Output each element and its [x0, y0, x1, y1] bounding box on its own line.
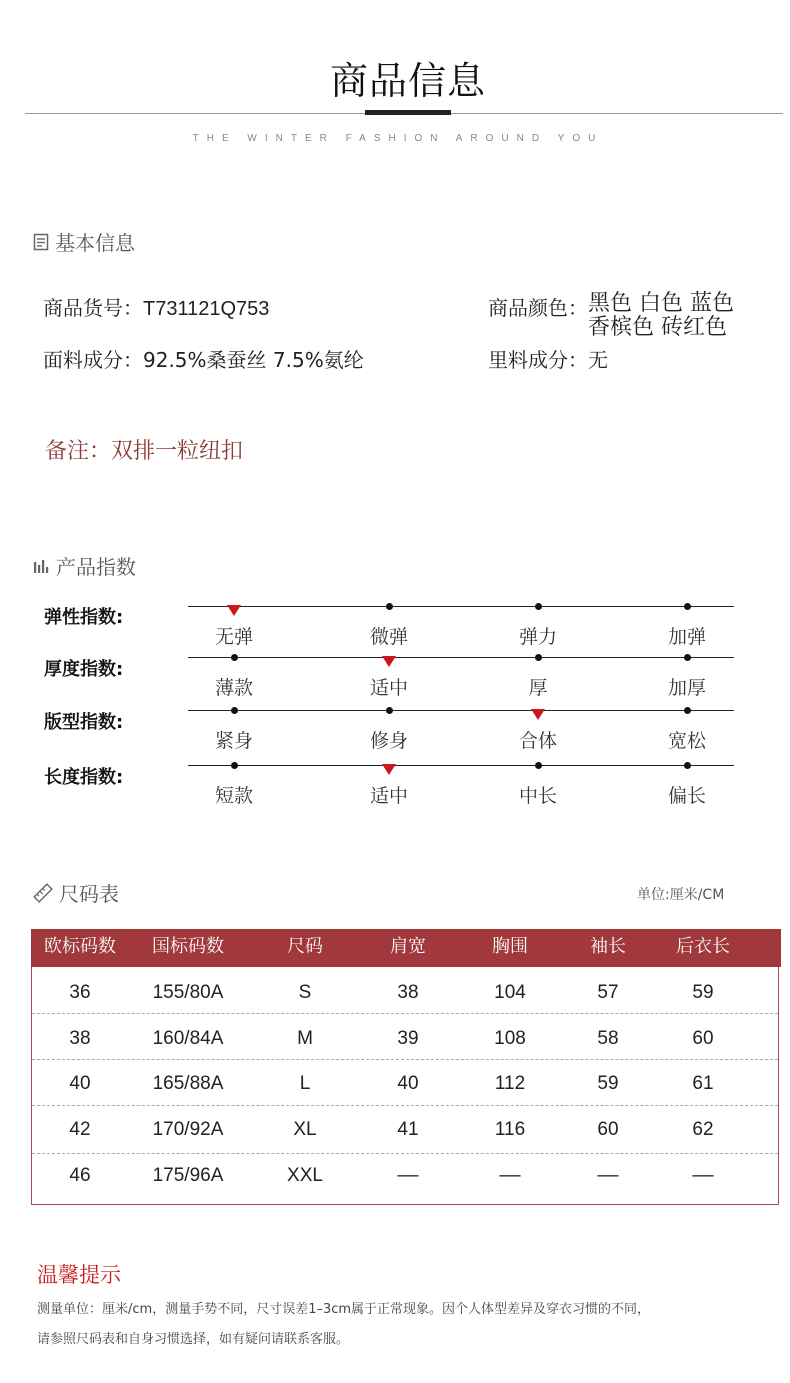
scale-dot-icon [684, 654, 691, 661]
selected-marker-icon [382, 656, 396, 667]
row-divider [32, 1059, 778, 1060]
index-option: 紧身 [214, 730, 253, 752]
scale-dot-icon [386, 707, 393, 714]
table-cell: 61 [692, 1073, 714, 1094]
selected-marker-icon [531, 709, 545, 720]
title-accent-bar [365, 110, 451, 115]
item-number [43, 292, 269, 321]
index-option: 加厚 [667, 677, 706, 699]
size-table [31, 929, 779, 1205]
basic-info-heading [33, 227, 135, 256]
table-cell: –– [692, 1165, 714, 1186]
tips-line-2: 请参照尺码表和自身习惯选择，如有疑问请联系客服。 [37, 1332, 350, 1347]
index-option: 合体 [518, 730, 557, 752]
column-header: 尺码 [287, 936, 323, 957]
table-cell: 38 [69, 1028, 91, 1049]
table-cell: 46 [69, 1165, 91, 1186]
table-cell: 108 [494, 1028, 526, 1049]
table-cell: 155/80A [152, 982, 224, 1003]
table-cell: 60 [692, 1028, 714, 1049]
table-cell: XL [293, 1119, 317, 1140]
table-cell: 175/96A [152, 1165, 224, 1186]
column-header: 袖长 [590, 936, 626, 957]
fabric-label: 面料成分： [43, 348, 143, 372]
scale-dot-icon [535, 603, 542, 610]
index-option: 微弹 [369, 626, 408, 648]
table-cell: –– [499, 1165, 521, 1186]
scale-dot-icon [386, 603, 393, 610]
product-index-heading [33, 551, 136, 580]
index-scale-line [188, 606, 734, 607]
table-cell: 59 [692, 982, 714, 1003]
index-option: 适中 [369, 785, 408, 807]
scale-dot-icon [684, 762, 691, 769]
size-chart-heading-text: 尺码表 [59, 882, 119, 906]
table-cell: M [297, 1028, 313, 1049]
table-cell: 104 [494, 982, 526, 1003]
color-label: 商品颜色： [488, 296, 588, 320]
table-cell: 112 [494, 1073, 526, 1094]
index-option: 加弹 [667, 626, 706, 648]
index-scale-line [188, 657, 734, 658]
index-option: 弹力 [518, 626, 557, 648]
ruler-icon [33, 883, 53, 903]
index-label: 弹性指数: [44, 607, 124, 628]
bar-chart-icon [33, 558, 50, 574]
selected-marker-icon [227, 605, 241, 616]
index-option: 适中 [369, 677, 408, 699]
table-cell: 58 [597, 1028, 619, 1049]
index-scale-line [188, 710, 734, 711]
table-cell: S [298, 982, 312, 1003]
column-header: 欧标码数 [44, 936, 116, 957]
size-unit: 单位:厘米/CM [637, 887, 725, 903]
scale-dot-icon [231, 654, 238, 661]
index-scale-line [188, 765, 734, 766]
index-option: 修身 [369, 730, 408, 752]
table-cell: 62 [692, 1119, 714, 1140]
scale-dot-icon [684, 603, 691, 610]
scale-dot-icon [231, 707, 238, 714]
table-cell: XXL [287, 1165, 323, 1186]
tips-line-1: 测量单位：厘米/cm，测量手势不同，尺寸误差1–3cm属于正常现象。因个人体型差异及穿衣习惯的不同， [37, 1302, 651, 1317]
index-option: 偏长 [667, 785, 706, 807]
table-cell: 40 [397, 1073, 419, 1094]
selected-marker-icon [382, 764, 396, 775]
table-cell: 160/84A [152, 1028, 224, 1049]
remark-note: 备注：双排一粒纽扣 [45, 439, 244, 464]
product-colors [488, 292, 734, 340]
size-chart-heading [33, 878, 119, 907]
fabric-composition [43, 344, 364, 373]
table-cell: 42 [69, 1119, 91, 1140]
table-cell: 116 [494, 1119, 526, 1140]
index-option: 宽松 [667, 730, 706, 752]
table-cell: 170/92A [152, 1119, 224, 1140]
row-divider [32, 1013, 778, 1014]
tips-title: 温馨提示 [37, 1263, 121, 1287]
row-divider [32, 1153, 778, 1154]
color-value-line1: 黑色 白色 蓝色 [588, 291, 734, 316]
table-cell: 59 [597, 1073, 619, 1094]
table-cell: 60 [597, 1119, 619, 1140]
index-option: 无弹 [214, 626, 253, 648]
item-number-label: 商品货号： [43, 296, 143, 320]
size-table-header [31, 929, 781, 967]
lining-value: 无 [588, 348, 608, 372]
table-cell: L [299, 1073, 311, 1094]
index-label: 版型指数: [44, 712, 124, 733]
lining-composition [488, 344, 608, 373]
color-value-line2: 香槟色 砖红色 [588, 315, 727, 340]
table-cell: 36 [69, 982, 91, 1003]
scale-dot-icon [231, 762, 238, 769]
column-header: 肩宽 [390, 936, 426, 957]
column-header: 国标码数 [152, 936, 224, 957]
page-subtitle: THE WINTER FASHION AROUND YOU [192, 133, 604, 144]
table-cell: 165/88A [152, 1073, 224, 1094]
basic-info-heading-text: 基本信息 [55, 231, 135, 255]
item-number-value: T731121Q753 [143, 298, 270, 320]
document-icon [33, 233, 49, 251]
product-index-heading-text: 产品指数 [56, 555, 136, 579]
row-divider [32, 1105, 778, 1106]
index-option: 薄款 [214, 677, 253, 699]
index-option: 厚 [528, 677, 548, 699]
fabric-value: 92.5%桑蚕丝 7.5%氨纶 [143, 348, 364, 372]
index-label: 长度指数: [44, 767, 124, 788]
table-cell: 38 [397, 982, 419, 1003]
page-title: 商品信息 [329, 59, 486, 103]
table-cell: 41 [397, 1119, 419, 1140]
scale-dot-icon [684, 707, 691, 714]
scale-dot-icon [535, 762, 542, 769]
table-cell: 39 [397, 1028, 419, 1049]
lining-label: 里料成分： [488, 348, 588, 372]
table-cell: –– [597, 1165, 619, 1186]
index-option: 中长 [518, 785, 557, 807]
column-header: 后衣长 [676, 936, 730, 957]
table-cell: 57 [597, 982, 619, 1003]
index-label: 厚度指数: [44, 659, 124, 680]
index-option: 短款 [214, 785, 253, 807]
table-cell: 40 [69, 1073, 91, 1094]
scale-dot-icon [535, 654, 542, 661]
column-header: 胸围 [492, 936, 528, 957]
table-cell: –– [397, 1165, 419, 1186]
